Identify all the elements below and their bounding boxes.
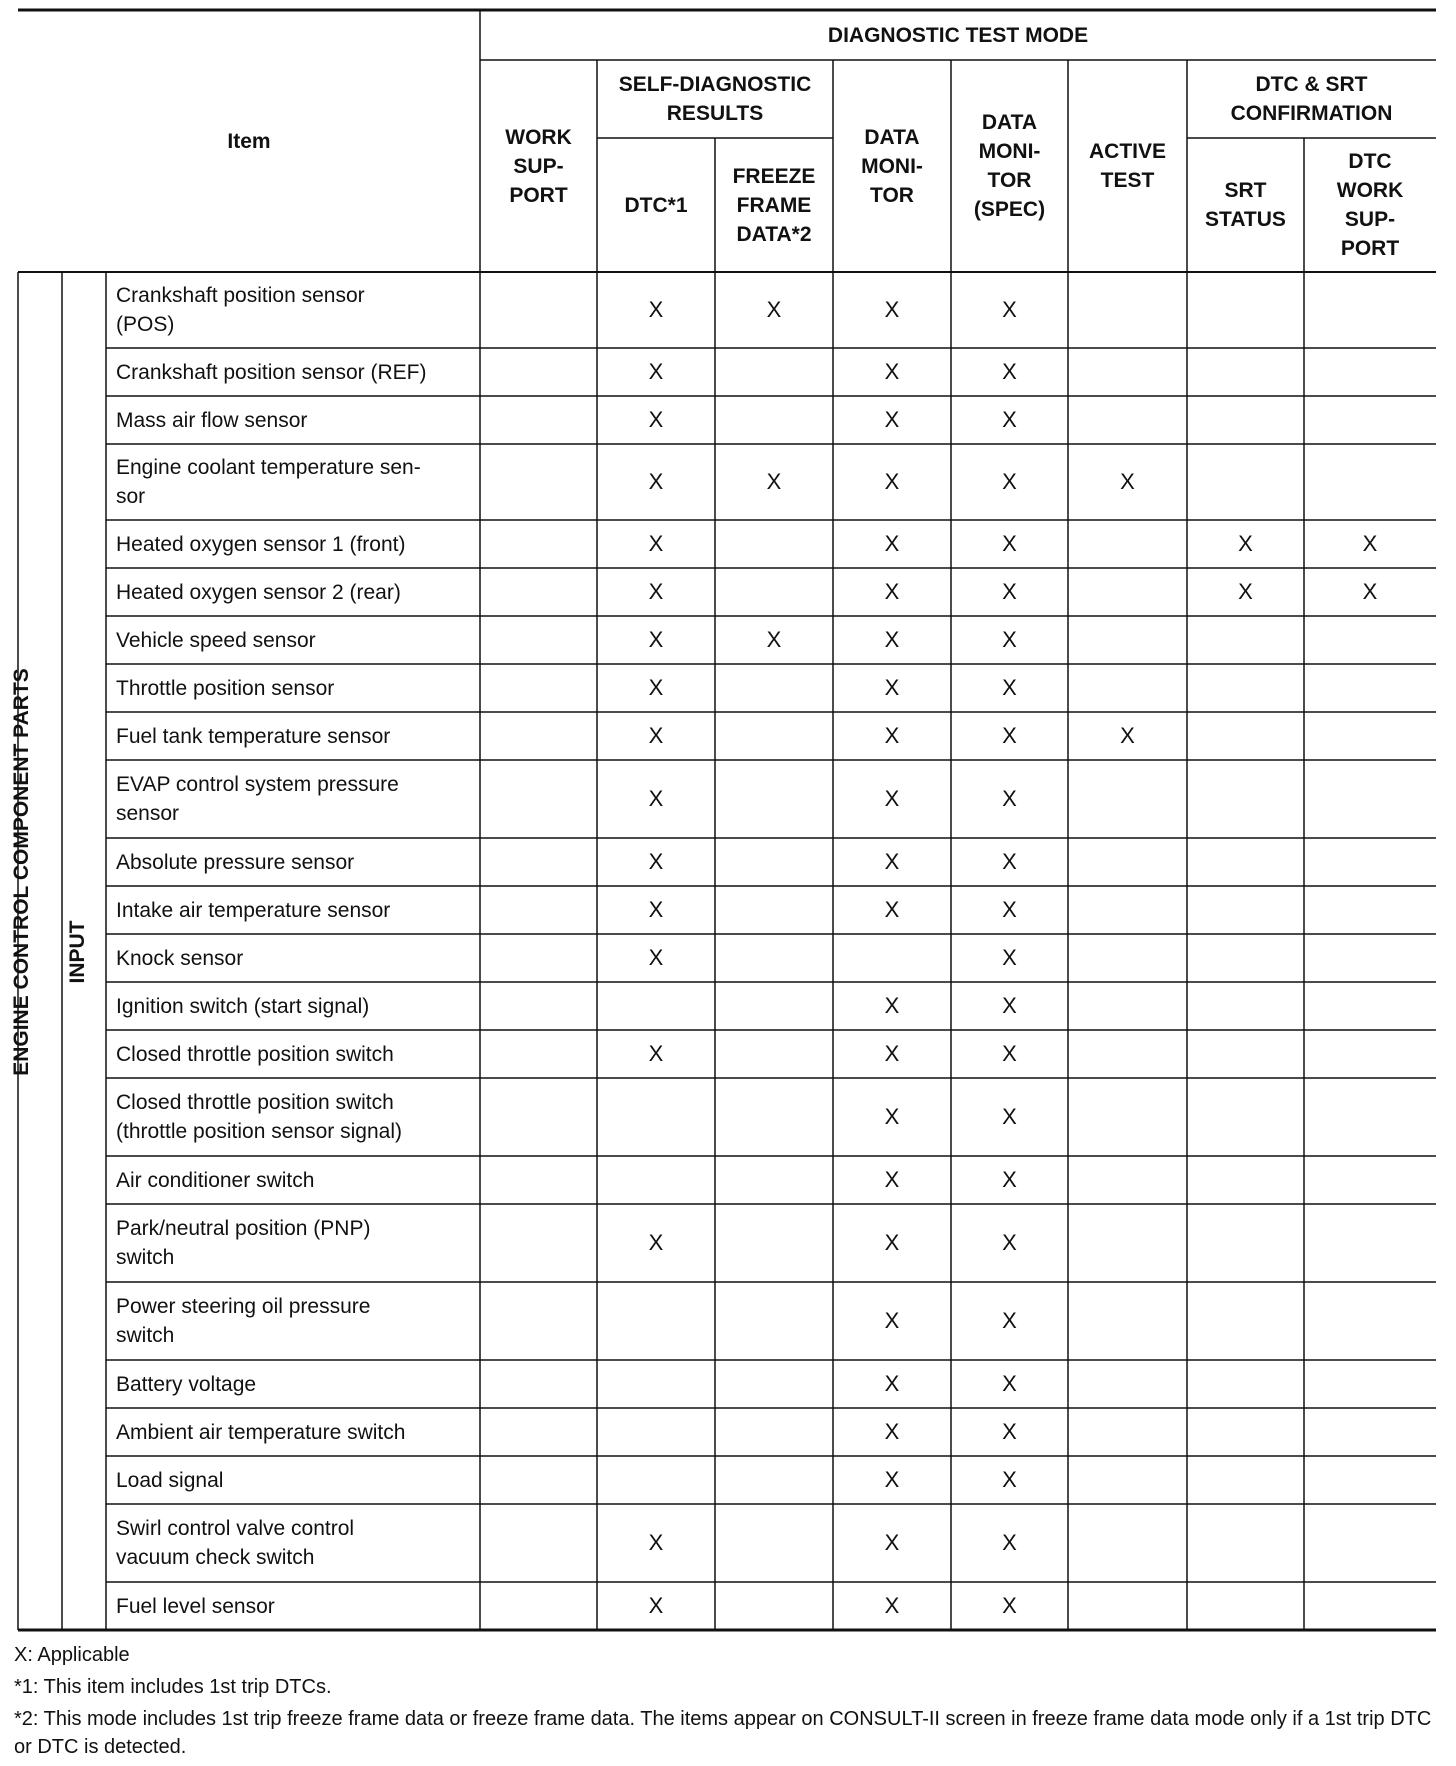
row-item-name: EVAP control system pressure sensor	[116, 773, 399, 825]
row-item-name: Mass air flow sensor	[116, 408, 308, 432]
row-item-name: Battery voltage	[116, 1372, 257, 1396]
applicable-mark: X	[648, 1230, 664, 1255]
row-item-name: Fuel tank temperature sensor	[116, 724, 391, 748]
applicable-mark: X	[884, 407, 900, 432]
applicable-mark: X	[1002, 675, 1017, 700]
applicable-mark: X	[884, 1041, 900, 1066]
applicable-mark: X	[648, 469, 664, 494]
applicable-mark: X	[1002, 1371, 1017, 1396]
applicable-mark: X	[648, 723, 664, 748]
row-item-name: Closed throttle position switch	[116, 1042, 394, 1066]
applicable-mark: X	[884, 1419, 900, 1444]
applicable-mark: X	[1002, 359, 1017, 384]
applicable-mark: X	[1002, 786, 1017, 811]
row-item-name: Swirl control valve control vacuum check switch	[116, 1517, 355, 1569]
subgroup-label-input: INPUT	[66, 920, 89, 984]
applicable-mark: X	[884, 993, 900, 1018]
applicable-mark: X	[648, 297, 664, 322]
applicable-mark: X	[884, 579, 900, 604]
row-item-name: Knock sensor	[116, 946, 244, 970]
header-dtc-srt-confirmation: DTC & SRT CONFIRMATION	[1230, 73, 1393, 125]
applicable-mark: X	[766, 469, 782, 494]
applicable-mark: X	[648, 359, 664, 384]
applicable-mark: X	[1002, 897, 1017, 922]
row-item-name: Crankshaft position sensor (REF)	[116, 360, 427, 384]
header-active-test: ACTIVE TEST	[1088, 140, 1166, 192]
applicable-mark: X	[648, 849, 664, 874]
applicable-mark: X	[884, 786, 900, 811]
group-label-engine-control: ENGINE CONTROL COMPONENT PARTS	[10, 668, 33, 1076]
header-dtc-work-support: DTC WORK SUP- PORT	[1336, 150, 1404, 260]
applicable-mark: X	[884, 1530, 900, 1555]
applicable-mark: X	[648, 407, 664, 432]
header-freeze-frame-data: FREEZE FRAME DATA*2	[732, 164, 816, 246]
applicable-mark: X	[1002, 849, 1017, 874]
applicable-mark: X	[648, 579, 664, 604]
header-dtc: DTC*1	[624, 193, 688, 217]
applicable-mark: X	[1002, 993, 1017, 1018]
applicable-mark: X	[1002, 1530, 1017, 1555]
header-work-support: WORK SUP- PORT	[505, 125, 572, 207]
applicable-mark: X	[1002, 1230, 1017, 1255]
applicable-mark: X	[1002, 723, 1017, 748]
applicable-mark: X	[1002, 1104, 1017, 1129]
applicable-mark: X	[884, 897, 900, 922]
row-item-name: Throttle position sensor	[116, 676, 335, 700]
header-diagnostic-test-mode: DIAGNOSTIC TEST MODE	[827, 23, 1089, 47]
footnote-1: *1: This item includes 1st trip DTCs.	[14, 1676, 332, 1698]
applicable-mark: X	[648, 945, 664, 970]
applicable-mark: X	[1002, 469, 1017, 494]
row-item-name: Vehicle speed sensor	[116, 628, 316, 652]
row-item-name: Closed throttle position switch (throttle position sensor signal)	[116, 1091, 402, 1143]
applicable-mark: X	[1002, 1167, 1017, 1192]
row-item-name: Heated oxygen sensor 2 (rear)	[116, 580, 401, 604]
applicable-mark: X	[884, 675, 900, 700]
applicable-mark: X	[884, 359, 900, 384]
applicable-mark: X	[884, 1167, 900, 1192]
applicable-mark: X	[648, 1041, 664, 1066]
header-data-monitor-spec: DATA MONI- TOR (SPEC)	[973, 111, 1046, 221]
applicable-mark: X	[884, 297, 900, 322]
applicable-mark: X	[884, 849, 900, 874]
applicable-mark: X	[884, 1593, 900, 1618]
row-item-name: Ignition switch (start signal)	[116, 994, 370, 1018]
applicable-mark: X	[1002, 1593, 1017, 1618]
applicable-mark: X	[1002, 407, 1017, 432]
applicable-mark: X	[648, 531, 664, 556]
applicable-mark: X	[884, 531, 900, 556]
applicable-mark: X	[1002, 945, 1017, 970]
applicable-mark: X	[1002, 531, 1017, 556]
row-item-name: Heated oxygen sensor 1 (front)	[116, 532, 406, 556]
applicable-mark: X	[648, 675, 664, 700]
applicable-mark: X	[1238, 579, 1253, 604]
header-item: Item	[227, 129, 271, 153]
applicable-mark: X	[884, 469, 900, 494]
applicable-mark: X	[1002, 1467, 1017, 1492]
applicable-mark: X	[1120, 723, 1135, 748]
applicable-mark: X	[766, 627, 782, 652]
applicable-mark: X	[884, 1104, 900, 1129]
applicable-mark: X	[1120, 469, 1135, 494]
applicable-mark: X	[1002, 1419, 1017, 1444]
applicable-mark: X	[648, 1593, 664, 1618]
row-item-name: Park/neutral position (PNP) switch	[116, 1217, 371, 1269]
applicable-mark: X	[1002, 627, 1017, 652]
row-item-name: Intake air temperature sensor	[116, 898, 391, 922]
footnote-2: *2: This mode includes 1st trip freeze frame data or freeze frame data. The items appear on CONSULT-II screen in freeze frame data mode only if a 1st trip DTC or DTC is detected.	[14, 1708, 1432, 1758]
applicable-mark: X	[1002, 297, 1017, 322]
applicable-mark: X	[1002, 1041, 1017, 1066]
row-item-name: Air conditioner switch	[116, 1168, 315, 1192]
row-item-name: Fuel level sensor	[116, 1594, 275, 1618]
applicable-mark: X	[884, 1371, 900, 1396]
applicable-mark: X	[884, 1230, 900, 1255]
header-srt-status: SRT STATUS	[1205, 179, 1286, 231]
applicable-mark: X	[884, 627, 900, 652]
applicable-mark: X	[1362, 579, 1378, 604]
applicable-mark: X	[884, 1308, 900, 1333]
header-self-diagnostic-results: SELF-DIAGNOSTIC RESULTS	[618, 73, 812, 125]
applicable-mark: X	[648, 897, 664, 922]
applicable-mark: X	[648, 786, 664, 811]
row-item-name: Ambient air temperature switch	[116, 1420, 406, 1444]
applicable-mark: X	[648, 1530, 664, 1555]
applicable-mark: X	[884, 1467, 900, 1492]
applicable-mark: X	[1362, 531, 1378, 556]
applicable-mark: X	[766, 297, 782, 322]
row-item-name: Crankshaft position sensor (POS)	[116, 284, 365, 336]
row-item-name: Load signal	[116, 1468, 224, 1492]
applicable-mark: X	[1002, 1308, 1017, 1333]
row-item-name: Engine coolant temperature sen- sor	[116, 456, 421, 508]
row-item-name: Power steering oil pressure switch	[116, 1295, 371, 1347]
applicable-mark: X	[1238, 531, 1253, 556]
applicable-mark: X	[884, 723, 900, 748]
row-item-name: Absolute pressure sensor	[116, 850, 355, 874]
header-data-monitor: DATA MONI- TOR	[861, 125, 923, 207]
applicable-mark: X	[1002, 579, 1017, 604]
footnote-applicable: X: Applicable	[14, 1644, 130, 1666]
applicable-mark: X	[648, 627, 664, 652]
